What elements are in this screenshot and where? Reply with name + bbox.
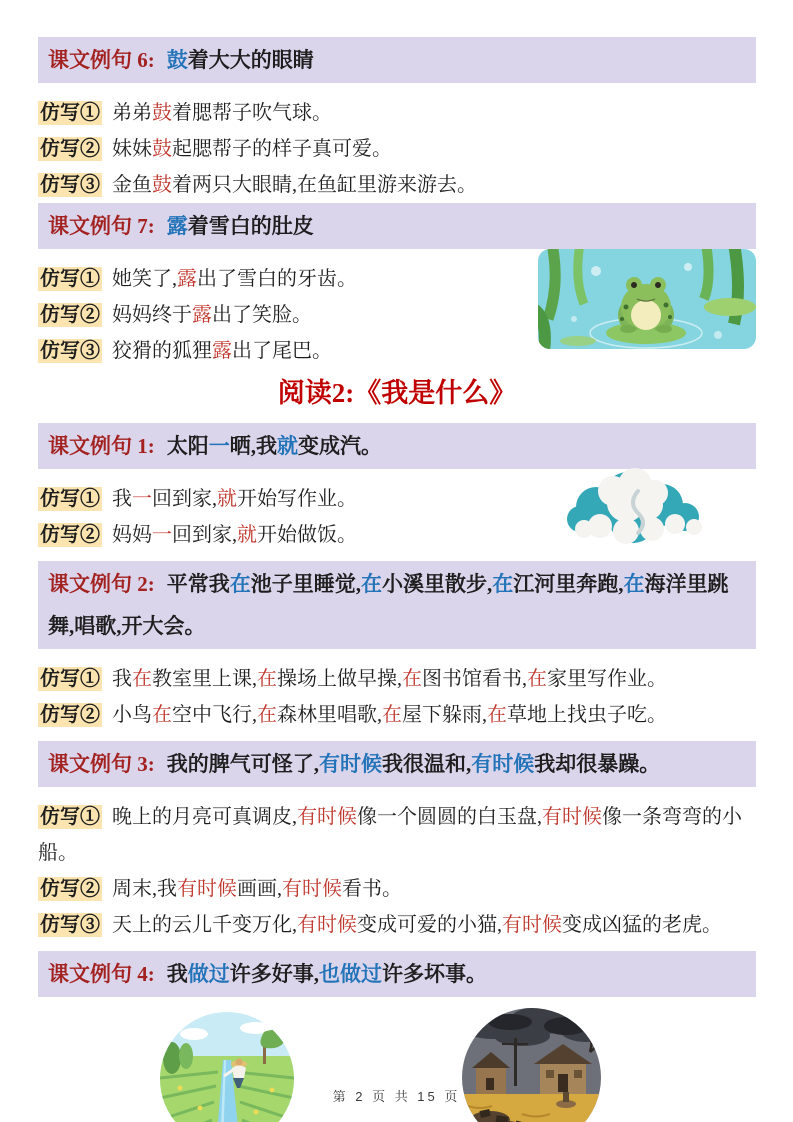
imitation-label: 仿写② [40,877,100,900]
imitation-sentence: 金鱼鼓着两只大眼睛,在鱼缸里游来游去。 [112,174,477,196]
lesson3-imitation-1 [38,799,756,871]
lesson2-example-label: 课文例句 2: [48,571,155,596]
lesson3-example-label: 课文例句 3: [48,751,155,776]
imitation-sentence: 妹妹鼓起腮帮子的样子真可爱。 [112,138,392,160]
lesson2-imitation-2 [38,697,756,733]
imitation-label: 仿写② [40,304,100,326]
imitation-label: 仿写① [40,102,100,124]
lesson7-example-sentence: 露着雪白的肚皮 [166,214,314,238]
imitation-label: 仿写② [40,703,100,726]
frog-pond-illustration [538,249,756,349]
imitation-label: 仿写③ [40,340,100,362]
lesson4-example-sentence: 我做过许多好事,也做过许多坏事。 [166,961,487,986]
lesson2-imitation-1 [38,661,756,697]
imitation-sentence: 晚上的月亮可真调皮,有时候像一个圆圆的白玉盘,有时候像一条弯弯的小船。 [38,805,742,864]
lesson6-imitation-1 [38,95,756,131]
lesson2-example-sentence: 平常我在池子里睡觉,在小溪里散步,在江河里奔跑,在海洋里跳舞,唱歌,开大会。 [48,571,729,638]
imitation-sentence: 天上的云儿千变万化,有时候变成可爱的小猫,有时候变成凶猛的老虎。 [112,913,722,936]
reading2-lesson1-section [38,423,756,553]
lesson4-example-label: 课文例句 4: [48,961,155,986]
lesson6-example-band [38,37,756,83]
imitation-sentence: 妈妈终于露出了笑脸。 [112,304,312,326]
lesson7-example-band [38,203,756,249]
lesson1-example-sentence: 太阳一晒,我就变成汽。 [166,433,382,458]
lesson2-example-band [38,561,756,649]
imitation-sentence: 妈妈一回到家,就开始做饭。 [112,523,357,546]
imitation-sentence: 小鸟在空中飞行,在森林里唱歌,在屋下躲雨,在草地上找虫子吃。 [112,703,667,726]
imitation-sentence: 周末,我有时候画画,有时候看书。 [112,877,402,900]
imitation-label: 仿写① [40,667,100,690]
lesson6-imitation-3 [38,167,756,203]
worksheet-content [38,37,756,1009]
page-number: 第 2 页 共 15 页 [332,1089,461,1104]
imitation-sentence: 她笑了,露出了雪白的牙齿。 [112,268,357,290]
imitation-label: 仿写① [40,268,100,290]
lesson3-example-sentence: 我的脾气可怪了,有时候我很温和,有时候我却很暴躁。 [166,751,661,776]
steam-cloud-illustration [558,463,708,548]
lesson6-imitation-2 [38,131,756,167]
imitation-label: 仿写① [40,487,100,510]
imitation-label: 仿写③ [40,913,100,936]
farm-irrigation-illustration [160,1012,294,1122]
reading2-title: 阅读2:《我是什么》 [277,378,517,408]
lesson7-example-label: 课文例句 7: [48,214,155,238]
imitation-sentence: 我一回到家,就开始写作业。 [112,487,357,510]
lesson3-imitation-3 [38,907,756,943]
lesson3-example-band [38,741,756,787]
imitation-sentence: 狡猾的狐狸露出了尾巴。 [112,340,332,362]
imitation-label: 仿写③ [40,174,100,196]
lesson4-example-band [38,951,756,997]
imitation-label: 仿写② [40,138,100,160]
imitation-label: 仿写① [40,805,100,828]
imitation-sentence: 我在教室里上课,在操场上做早操,在图书馆看书,在家里写作业。 [112,667,667,690]
lesson3-imitation-2 [38,871,756,907]
lesson7-section [38,203,756,369]
lesson6-example-label: 课文例句 6: [48,48,155,72]
lesson6-example-sentence: 鼓着大大的眼睛 [166,48,314,72]
imitation-label: 仿写② [40,523,100,546]
lesson1-example-label: 课文例句 1: [48,433,155,458]
imitation-sentence: 弟弟鼓着腮帮子吹气球。 [112,102,332,124]
